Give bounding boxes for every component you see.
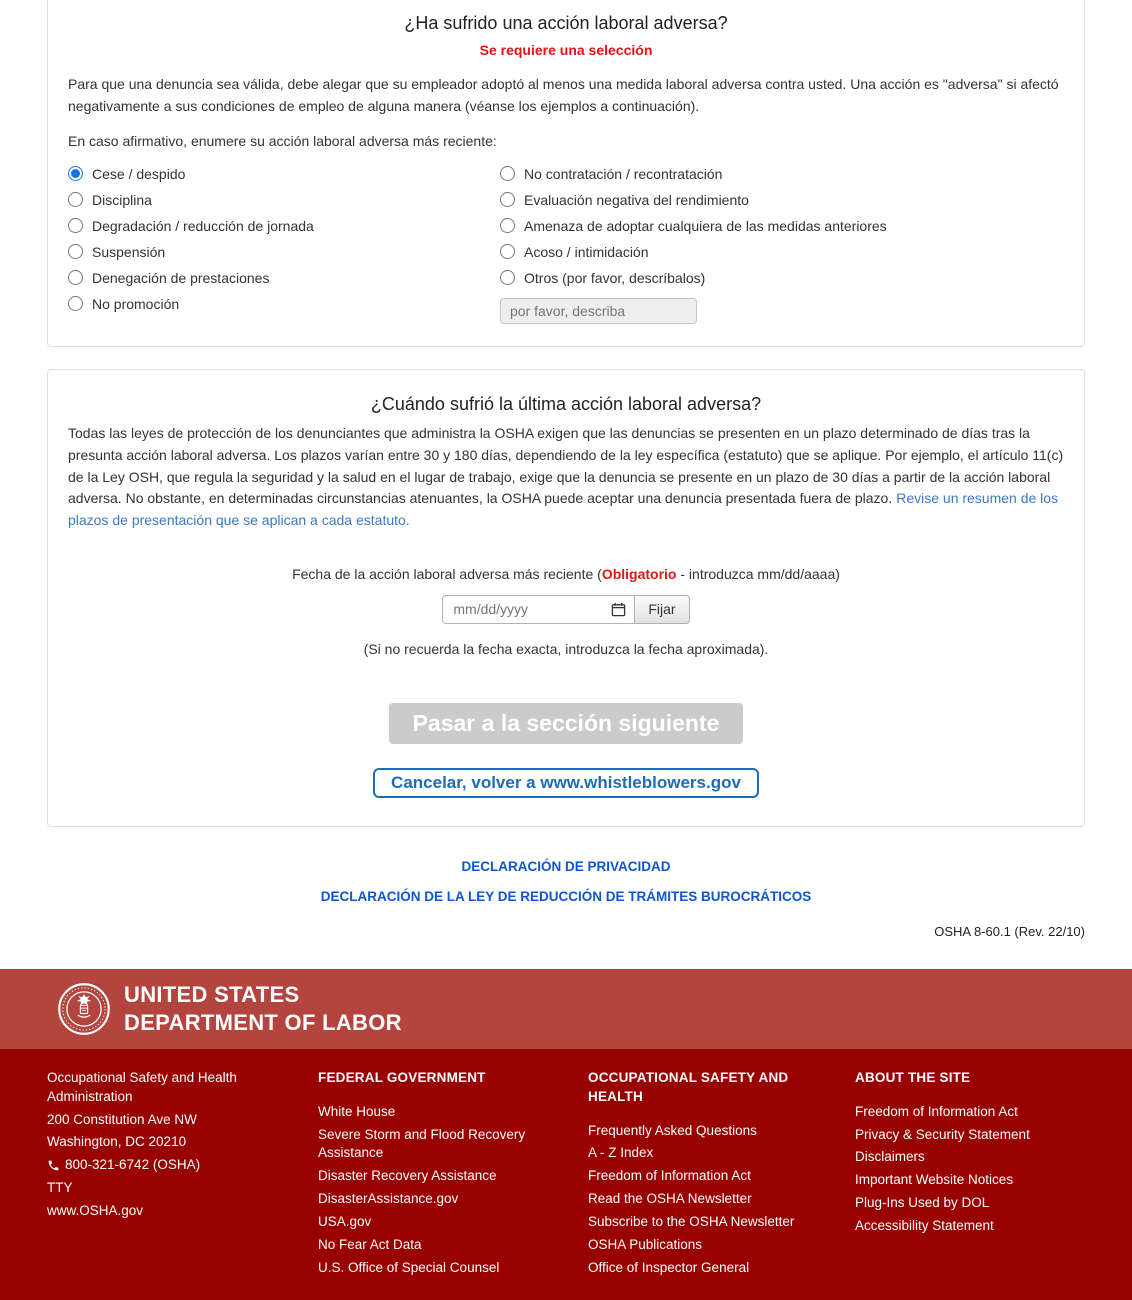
date-required-flag: Obligatorio bbox=[601, 565, 677, 582]
radio-icon bbox=[500, 166, 515, 181]
radio-option-otros[interactable] bbox=[500, 269, 1064, 286]
privacy-statement-link[interactable]: DECLARACIÓN DE PRIVACIDAD bbox=[461, 858, 671, 874]
radio-icon bbox=[500, 270, 515, 285]
card2-body-paragraph bbox=[68, 423, 1064, 531]
radio-icon bbox=[500, 192, 515, 207]
footer-link-read-newsletter[interactable]: Read the OSHA Newsletter bbox=[588, 1191, 752, 1207]
site-footer bbox=[0, 1049, 1132, 1300]
footer-about-column bbox=[855, 1069, 1085, 1240]
radio-label: Denegación de prestaciones bbox=[92, 269, 270, 286]
radio-icon bbox=[68, 244, 83, 259]
footer-link-website-notices[interactable]: Important Website Notices bbox=[855, 1172, 1014, 1188]
footer-link-accessibility[interactable]: Accessibility Statement bbox=[855, 1218, 994, 1234]
radio-option-no-contratacion[interactable] bbox=[500, 165, 1064, 182]
radio-option-cese-despido[interactable] bbox=[68, 165, 500, 182]
card1-intro-paragraph: Para que una denuncia sea válida, debe alegar que su empleador adoptó al menos una medida laboral adversa contra usted. Una acción es "adversa" si afectó negativamente a sus condiciones de empleo de alguna manera (véanse los ejemplos a continuación). bbox=[68, 76, 1059, 114]
footer-link-foia-osh[interactable]: Freedom of Information Act bbox=[588, 1168, 751, 1184]
card2-body-text: Todas las leyes de protección de los denunciantes que administra la OSHA exigen que las denuncias se presenten en un plazo determinado de días tras la presunta acción laboral adversa. Los plazos varían entre 30 y 180 días, dependiendo de la ley específica (estatuto) que se aplique. Por ejemplo, el artículo 11(c) de la Ley OSH, que regula la seguridad y la salud en el lugar de trabajo, exige que la denuncia se presente en un plazo de 30 días a partir de la acción laboral adversa. No obstante, en determinadas circunstancias atenuantes, la OSHA puede aceptar una denuncia presentada fuera de plazo. bbox=[68, 425, 1064, 507]
radio-icon bbox=[68, 218, 83, 233]
radio-label: Evaluación negativa del rendimiento bbox=[524, 191, 749, 208]
filing-deadlines-link[interactable]: Revise un resumen de los plazos de presentación que se aplican a cada estatuto. bbox=[68, 490, 1059, 529]
other-description-input[interactable] bbox=[500, 298, 697, 324]
footer-contact-column bbox=[47, 1069, 318, 1225]
footer-link-disaster-recovery[interactable]: Disaster Recovery Assistance bbox=[318, 1168, 497, 1184]
radio-option-degradacion[interactable] bbox=[68, 217, 500, 234]
footer-link-special-counsel[interactable]: U.S. Office of Special Counsel bbox=[318, 1259, 500, 1275]
options-column-right bbox=[500, 165, 1064, 324]
radio-label: Acoso / intimidación bbox=[524, 243, 649, 260]
footer-link-disasterassistance[interactable]: DisasterAssistance.gov bbox=[318, 1191, 459, 1207]
footer-link-osha-publications[interactable]: OSHA Publications bbox=[588, 1237, 703, 1253]
footer-column-header: FEDERAL GOVERNMENT bbox=[318, 1069, 486, 1085]
calendar-icon[interactable] bbox=[611, 602, 626, 617]
radio-label: No promoción bbox=[92, 295, 180, 312]
footer-federal-government-column bbox=[318, 1069, 588, 1282]
footer-phone-line[interactable] bbox=[47, 1156, 296, 1175]
footer-link-az-index[interactable]: A - Z Index bbox=[588, 1145, 654, 1161]
footer-link-severe-storm[interactable]: Severe Storm and Flood Recovery Assistance bbox=[318, 1126, 526, 1161]
footer-column-header: OCCUPATIONAL SAFETY AND HEALTH bbox=[588, 1069, 789, 1104]
footer-link-white-house[interactable]: White House bbox=[318, 1103, 396, 1119]
radio-label: Otros (por favor, descríbalos) bbox=[524, 269, 706, 286]
footer-tty-link[interactable]: TTY bbox=[47, 1180, 73, 1196]
radio-option-acoso[interactable] bbox=[500, 243, 1064, 260]
banner-line2: DEPARTMENT OF LABOR bbox=[124, 1009, 402, 1035]
date-field[interactable] bbox=[442, 595, 635, 624]
bottom-links bbox=[47, 859, 1085, 904]
date-label-suffix: - introduzca mm/dd/aaaa) bbox=[676, 565, 840, 582]
footer-phone-number: 800-321-6742 (OSHA) bbox=[65, 1157, 201, 1173]
radio-option-no-promocion[interactable] bbox=[68, 295, 500, 312]
cancel-button[interactable]: Cancelar, volver a www.whistleblowers.gov bbox=[373, 768, 759, 798]
footer-link-plugins[interactable]: Plug-Ins Used by DOL bbox=[855, 1195, 990, 1211]
radio-option-disciplina[interactable] bbox=[68, 191, 500, 208]
footer-link-privacy-security[interactable]: Privacy & Security Statement bbox=[855, 1126, 1030, 1142]
footer-osh-column bbox=[588, 1069, 855, 1282]
form-number: OSHA 8-60.1 (Rev. 22/10) bbox=[934, 923, 1085, 939]
selection-required-warning: Se requiere una selección bbox=[479, 42, 653, 58]
date-input-group bbox=[442, 595, 689, 624]
footer-link-inspector-general[interactable]: Office of Inspector General bbox=[588, 1259, 750, 1275]
radio-icon bbox=[500, 244, 515, 259]
card1-title: ¿Ha sufrido una acción laboral adversa? bbox=[404, 13, 728, 33]
radio-label: Suspensión bbox=[92, 243, 166, 260]
adverse-action-options bbox=[68, 165, 1064, 324]
footer-website-link[interactable]: www.OSHA.gov bbox=[47, 1203, 144, 1219]
footer-address-line1: 200 Constitution Ave NW bbox=[47, 1111, 197, 1127]
paperwork-reduction-link[interactable]: DECLARACIÓN DE LA LEY DE REDUCCIÓN DE TRÁMITES BUROCRÁTICOS bbox=[320, 888, 812, 904]
set-date-button[interactable]: Fijar bbox=[635, 595, 689, 624]
date-section bbox=[68, 566, 1064, 657]
radio-label: Disciplina bbox=[92, 191, 152, 208]
footer-agency-name: Occupational Safety and Health Administration bbox=[47, 1069, 237, 1104]
radio-icon bbox=[68, 270, 83, 285]
card2-title: ¿Cuándo sufrió la última acción laboral adversa? bbox=[370, 394, 762, 415]
footer-link-no-fear-act[interactable]: No Fear Act Data bbox=[318, 1237, 422, 1253]
dol-banner bbox=[0, 969, 1132, 1049]
adverse-action-date-card bbox=[47, 369, 1085, 826]
radio-label: No contratación / recontratación bbox=[524, 165, 723, 182]
footer-address-line2: Washington, DC 20210 bbox=[47, 1134, 187, 1150]
dol-seal-logo bbox=[57, 982, 111, 1036]
radio-icon bbox=[68, 166, 83, 181]
footer-column-header: ABOUT THE SITE bbox=[855, 1069, 971, 1085]
radio-option-denegacion[interactable] bbox=[68, 269, 500, 286]
options-column-left bbox=[68, 165, 500, 324]
phone-icon bbox=[47, 1159, 60, 1172]
radio-label: Cese / despido bbox=[92, 165, 186, 182]
radio-label: Amenaza de adoptar cualquiera de las medidas anteriores bbox=[524, 217, 887, 234]
banner-line1: UNITED STATES bbox=[124, 982, 300, 1008]
footer-link-usagov[interactable]: USA.gov bbox=[318, 1214, 372, 1230]
date-input[interactable] bbox=[451, 600, 611, 618]
radio-icon bbox=[500, 218, 515, 233]
radio-option-suspension[interactable] bbox=[68, 243, 500, 260]
approximate-date-hint: (Si no recuerda la fecha exacta, introduzca la fecha aproximada). bbox=[363, 640, 769, 657]
footer-link-faq[interactable]: Frequently Asked Questions bbox=[588, 1122, 757, 1138]
next-section-button[interactable]: Pasar a la sección siguiente bbox=[389, 703, 744, 744]
radio-icon bbox=[68, 296, 83, 311]
radio-option-evaluacion-negativa[interactable] bbox=[500, 191, 1064, 208]
radio-option-amenaza[interactable] bbox=[500, 217, 1064, 234]
adverse-action-card bbox=[47, 0, 1085, 347]
banner-agency-name bbox=[124, 981, 402, 1036]
footer-link-disclaimers[interactable]: Disclaimers bbox=[855, 1149, 925, 1165]
radio-icon bbox=[68, 192, 83, 207]
radio-label: Degradación / reducción de jornada bbox=[92, 217, 314, 234]
footer-link-foia-about[interactable]: Freedom of Information Act bbox=[855, 1103, 1018, 1119]
date-label bbox=[68, 566, 1064, 582]
date-label-prefix: Fecha de la acción laboral adversa más reciente ( bbox=[292, 565, 602, 582]
card1-prompt: En caso afirmativo, enumere su acción laboral adversa más reciente: bbox=[68, 133, 497, 150]
footer-link-subscribe-newsletter[interactable]: Subscribe to the OSHA Newsletter bbox=[588, 1214, 795, 1230]
